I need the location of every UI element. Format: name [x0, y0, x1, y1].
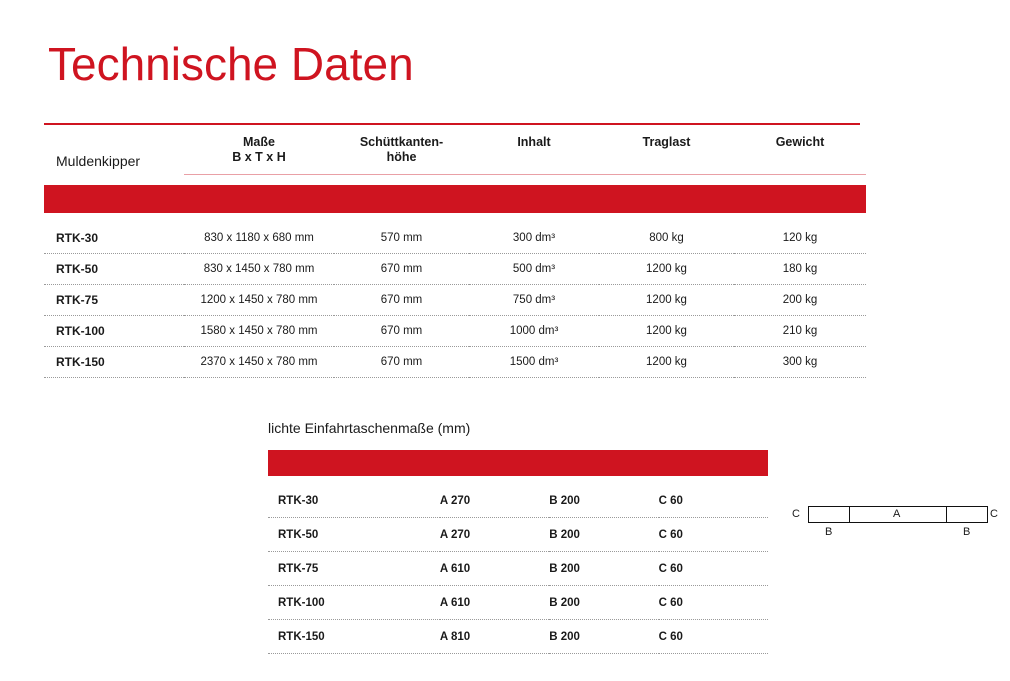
row-dimensions: 1580 x 1450 x 780 mm — [184, 316, 334, 347]
list-item — [268, 620, 768, 654]
pocket-row-a: A 610 — [440, 586, 549, 620]
row-volume: 300 dm³ — [469, 223, 599, 254]
header-inhalt: Inhalt — [517, 134, 551, 149]
header-schuettkantenhoehe-line2: höhe — [386, 150, 417, 165]
row-volume: 750 dm³ — [469, 285, 599, 316]
technical-data-table — [44, 125, 866, 378]
header-muldenkipper: Muldenkipper — [56, 152, 141, 169]
row-model: RTK-100 — [44, 316, 184, 347]
header-schuettkantenhoehe-line1: Schüttkanten- — [359, 134, 444, 149]
row-dimensions: 830 x 1180 x 680 mm — [184, 223, 334, 254]
pocket-row-b: B 200 — [549, 484, 658, 518]
pocket-row-a: A 270 — [440, 518, 549, 552]
row-edge-height: 670 mm — [334, 316, 469, 347]
table-row — [44, 316, 866, 347]
pocket-row-c: C 60 — [659, 552, 768, 586]
row-model: RTK-75 — [44, 285, 184, 316]
row-edge-height: 670 mm — [334, 347, 469, 378]
sub-band-gap-row — [268, 476, 768, 484]
table-header-row — [44, 125, 866, 172]
diagram-label-c-left: C — [792, 508, 800, 521]
technical-data-page — [0, 31, 998, 681]
row-volume: 1000 dm³ — [469, 316, 599, 347]
sub-band-gap-cell — [268, 476, 768, 484]
row-dimensions: 830 x 1450 x 780 mm — [184, 254, 334, 285]
page-title: Technische Daten — [48, 37, 414, 90]
band-gap-cell — [44, 213, 866, 223]
pocket-dimensions-caption: lichte Einfahrtaschenmaße (mm) — [268, 420, 471, 437]
header-schuettkantenhoehe — [334, 125, 469, 172]
row-load: 1200 kg — [599, 347, 734, 378]
pocket-row-a: A 810 — [440, 620, 549, 654]
row-volume: 1500 dm³ — [469, 347, 599, 378]
pocket-row-b: B 200 — [549, 620, 658, 654]
red-band-sub-cell — [268, 450, 768, 476]
list-item — [268, 484, 768, 518]
row-volume: 500 dm³ — [469, 254, 599, 285]
row-dimensions: 2370 x 1450 x 780 mm — [184, 347, 334, 378]
pocket-row-b: B 200 — [549, 552, 658, 586]
row-weight: 300 kg — [734, 347, 866, 378]
row-model: RTK-150 — [44, 347, 184, 378]
list-item — [268, 586, 768, 620]
pocket-dimensions-table — [268, 450, 768, 654]
pocket-row-a: A 270 — [440, 484, 549, 518]
row-weight: 210 kg — [734, 316, 866, 347]
pocket-row-model: RTK-30 — [268, 484, 440, 518]
fork-pocket-diagram — [790, 498, 1010, 558]
red-band-sub — [268, 450, 768, 476]
header-gap-row — [44, 175, 866, 186]
red-band-main-cell — [44, 185, 866, 213]
diagram-label-b-left: B — [825, 526, 833, 539]
row-dimensions: 1200 x 1450 x 780 mm — [184, 285, 334, 316]
pocket-row-model: RTK-150 — [268, 620, 440, 654]
row-weight: 180 kg — [734, 254, 866, 285]
row-weight: 200 kg — [734, 285, 866, 316]
table-row — [44, 254, 866, 285]
pocket-row-c: C 60 — [659, 586, 768, 620]
pocket-row-c: C 60 — [659, 518, 768, 552]
diagram-label-b-right: B — [963, 526, 971, 539]
pocket-row-model: RTK-75 — [268, 552, 440, 586]
row-model: RTK-30 — [44, 223, 184, 254]
row-edge-height: 670 mm — [334, 254, 469, 285]
row-weight: 120 kg — [734, 223, 866, 254]
list-item — [268, 552, 768, 586]
band-gap-row — [44, 213, 866, 223]
row-load: 800 kg — [599, 223, 734, 254]
header-gewicht: Gewicht — [775, 134, 825, 149]
header-traglast: Traglast — [642, 134, 691, 149]
header-masse — [184, 125, 334, 172]
diagram-label-c-right: C — [990, 508, 998, 521]
diagram-label-a: A — [893, 508, 901, 521]
row-edge-height: 570 mm — [334, 223, 469, 254]
red-band-main — [44, 185, 866, 213]
diagram-pocket-right-icon — [946, 506, 988, 523]
pocket-row-model: RTK-50 — [268, 518, 440, 552]
pocket-row-a: A 610 — [440, 552, 549, 586]
pocket-row-b: B 200 — [549, 586, 658, 620]
header-gap-cell — [44, 175, 866, 186]
diagram-pocket-left-icon — [808, 506, 850, 523]
row-load: 1200 kg — [599, 316, 734, 347]
header-masse-line1: Maße — [243, 134, 275, 149]
pocket-dimensions-section — [230, 420, 998, 654]
pocket-row-model: RTK-100 — [268, 586, 440, 620]
row-edge-height: 670 mm — [334, 285, 469, 316]
table-row — [44, 347, 866, 378]
table-row — [44, 285, 866, 316]
pocket-row-c: C 60 — [659, 484, 768, 518]
pocket-row-c: C 60 — [659, 620, 768, 654]
header-masse-line2: B x T x H — [232, 150, 286, 165]
row-load: 1200 kg — [599, 254, 734, 285]
row-load: 1200 kg — [599, 285, 734, 316]
row-model: RTK-50 — [44, 254, 184, 285]
pocket-row-b: B 200 — [549, 518, 658, 552]
table-row — [44, 223, 866, 254]
list-item — [268, 518, 768, 552]
